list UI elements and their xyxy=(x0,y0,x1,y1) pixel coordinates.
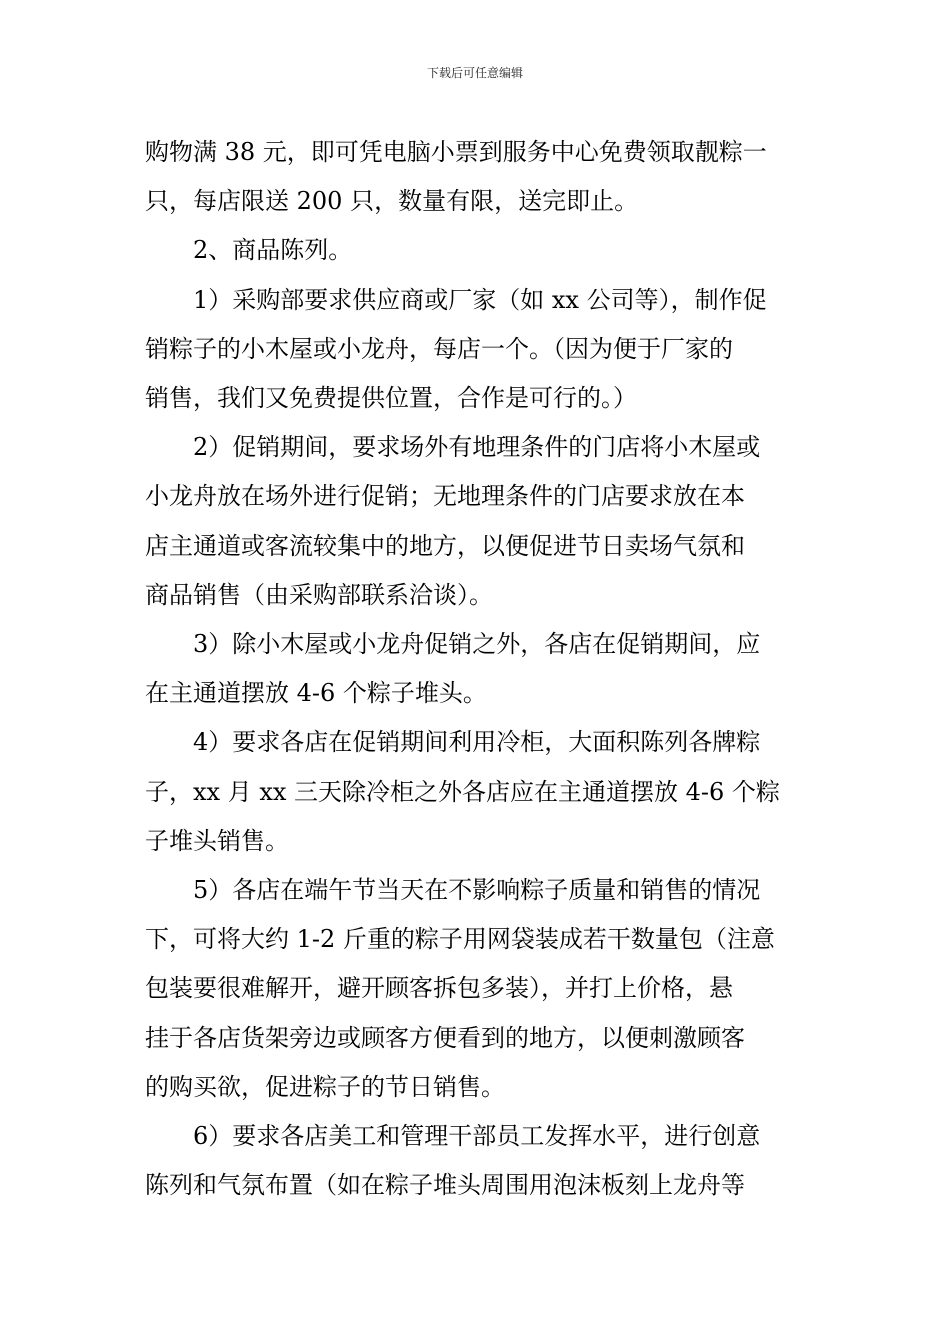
section-heading: 2、商品陈列。 xyxy=(193,236,353,265)
text-line: 挂于各店货架旁边或顾客方便看到的地方，以便刺激顾客 xyxy=(145,1023,745,1052)
text-line: 子堆头销售。 xyxy=(145,826,289,855)
text-line: 在主通道摆放 4-6 个粽子堆头。 xyxy=(145,679,487,708)
text-line: 包装要很难解开，避开顾客拆包多装），并打上价格，悬 xyxy=(145,974,733,1003)
text-line: 的购买欲，促进粽子的节日销售。 xyxy=(145,1072,505,1101)
text-line: 子，xx 月 xx 三天除冷柜之外各店应在主通道摆放 4-6 个粽 xyxy=(145,777,780,806)
text-line: 陈列和气氛布置（如在粽子堆头周围用泡沫板刻上龙舟等 xyxy=(145,1171,745,1200)
text-line: 小龙舟放在场外进行促销；无地理条件的门店要求放在本 xyxy=(145,482,745,511)
text-line: 商品销售（由采购部联系洽谈）。 xyxy=(145,580,493,609)
page-header: 下载后可任意编辑 xyxy=(426,66,523,80)
text-line: 购物满 38 元，即可凭电脑小票到服务中心免费领取靓粽一 xyxy=(145,138,767,166)
text-line: 只，每店限送 200 只，数量有限，送完即止。 xyxy=(145,187,639,216)
text-line: 店主通道或客流较集中的地方，以便促进节日卖场气氛和 xyxy=(145,531,745,560)
text-line: 1）采购部要求供应商或厂家（如 xx 公司等），制作促 xyxy=(193,285,767,314)
text-line: 5）各店在端午节当天在不影响粽子质量和销售的情况 xyxy=(193,876,761,905)
text-line: 销粽子的小木屋或小龙舟，每店一个。（因为便于厂家的 xyxy=(145,334,733,363)
text-line: 销售，我们又免费提供位置，合作是可行的。） xyxy=(145,384,637,413)
text-line: 3）除小木屋或小龙舟促销之外，各店在促销期间，应 xyxy=(193,630,761,659)
text-line: 4）要求各店在促销期间利用冷柜，大面积陈列各牌粽 xyxy=(193,728,761,757)
text-line: 2）促销期间，要求场外有地理条件的门店将小木屋或 xyxy=(193,433,761,462)
text-line: 6）要求各店美工和管理干部员工发挥水平，进行创意 xyxy=(193,1122,761,1151)
document-body xyxy=(145,128,810,1210)
text-line: 下，可将大约 1-2 斤重的粽子用网袋装成若干数量包（注意 xyxy=(145,925,775,954)
